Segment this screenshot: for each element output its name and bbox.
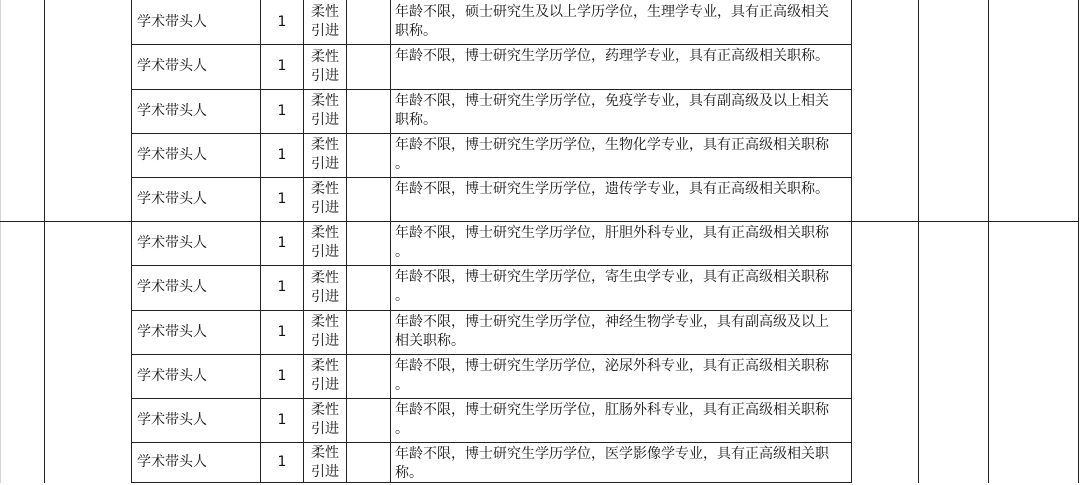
- requirement-cell: [391, 401, 847, 441]
- requirement-line-2: 职称。: [395, 112, 437, 128]
- group-border: [0, 221, 1079, 222]
- row-border: [131, 265, 852, 266]
- recruit-type-line-2: 引进: [311, 200, 339, 216]
- position-cell: 学术带头人: [137, 191, 207, 207]
- row-border: [131, 44, 852, 45]
- recruit-type-line-2: 引进: [311, 289, 339, 305]
- requirement-line-1: 年龄不限，博士研究生学历学位，药理学专业，具有正高级相关职称。: [395, 48, 829, 64]
- count-cell: 1: [277, 368, 287, 384]
- recruit-type-line-1: 柔性: [311, 358, 339, 374]
- recruit-type-line-1: 柔性: [311, 4, 339, 20]
- requirement-line-2: 相关职称。: [395, 333, 465, 349]
- recruit-type-cell: [304, 48, 346, 86]
- requirement-line-1: 年龄不限，硕士研究生及以上学历学位，生理学专业，具有正高级相关: [395, 4, 829, 20]
- count-cell: 1: [277, 14, 287, 30]
- requirement-line-2: 。: [395, 377, 409, 393]
- recruit-type-cell: [304, 444, 346, 482]
- recruit-type-line-2: 引进: [311, 156, 339, 172]
- recruit-type-cell: [304, 313, 346, 351]
- position-cell: 学术带头人: [137, 103, 207, 119]
- requirement-cell: [391, 313, 847, 353]
- row-border: [131, 133, 852, 134]
- recruit-type-cell: [304, 269, 346, 307]
- requirement-line-2: 。: [395, 156, 409, 172]
- position-cell: 学术带头人: [137, 279, 207, 295]
- position-cell: 学术带头人: [137, 147, 207, 163]
- row-border: [131, 177, 852, 178]
- count-cell: 1: [277, 103, 287, 119]
- requirement-cell: [391, 92, 847, 132]
- recruit-type-line-2: 引进: [311, 377, 339, 393]
- requirement-cell: [391, 224, 847, 264]
- recruit-type-line-1: 柔性: [311, 137, 339, 153]
- recruit-type-line-1: 柔性: [311, 49, 339, 65]
- row-border: [131, 89, 852, 90]
- position-cell: 学术带头人: [137, 368, 207, 384]
- gridline-vertical: [0, 0, 1, 483]
- requirement-line-1: 年龄不限，博士研究生学历学位，生物化学专业，具有正高级相关职称: [395, 137, 829, 153]
- requirement-line-1: 年龄不限，博士研究生学历学位，遗传学专业，具有正高级相关职称。: [395, 181, 829, 197]
- position-cell: 学术带头人: [137, 235, 207, 251]
- row-border: [131, 354, 852, 355]
- cell-border-vertical: [1078, 0, 1079, 483]
- requirement-line-2: 。: [395, 421, 409, 437]
- position-cell: 学术带头人: [137, 412, 207, 428]
- recruit-type-line-1: 柔性: [311, 402, 339, 418]
- row-border: [131, 310, 852, 311]
- recruit-type-line-1: 柔性: [311, 270, 339, 286]
- requirement-cell: [391, 136, 847, 176]
- count-cell: 1: [277, 324, 287, 340]
- count-cell: 1: [277, 454, 287, 470]
- requirement-line-2: 职称。: [395, 23, 437, 39]
- cell-border-vertical: [988, 0, 989, 483]
- recruit-type-line-2: 引进: [311, 68, 339, 84]
- cell-border-vertical: [918, 0, 919, 483]
- requirement-cell: [391, 268, 847, 308]
- recruit-type-line-1: 柔性: [311, 93, 339, 109]
- recruit-type-line-1: 柔性: [311, 225, 339, 241]
- recruit-type-cell: [304, 136, 346, 174]
- requirement-cell: [391, 180, 847, 220]
- requirement-cell: [391, 47, 847, 87]
- requirement-line-1: 年龄不限，博士研究生学历学位，泌尿外科专业，具有正高级相关职称: [395, 358, 829, 374]
- recruit-type-line-2: 引进: [311, 112, 339, 128]
- requirement-line-2: 。: [395, 244, 409, 260]
- recruit-type-cell: [304, 3, 346, 41]
- cell-border-vertical: [851, 0, 852, 483]
- recruit-type-cell: [304, 401, 346, 439]
- count-cell: 1: [277, 279, 287, 295]
- count-cell: 1: [277, 58, 287, 74]
- requirement-cell: [391, 357, 847, 397]
- count-cell: 1: [277, 191, 287, 207]
- recruit-type-line-2: 引进: [311, 23, 339, 39]
- count-cell: 1: [277, 147, 287, 163]
- recruit-type-line-2: 引进: [311, 333, 339, 349]
- recruit-type-cell: [304, 357, 346, 395]
- recruit-type-line-2: 引进: [311, 464, 339, 480]
- cell-border-vertical: [346, 0, 347, 483]
- recruit-type-line-1: 柔性: [311, 445, 339, 461]
- recruit-type-line-1: 柔性: [311, 314, 339, 330]
- requirement-line-2: 。: [395, 288, 409, 304]
- requirement-cell: [391, 3, 847, 43]
- requirement-line-1: 年龄不限，博士研究生学历学位，肝胆外科专业，具有正高级相关职称: [395, 225, 829, 241]
- requirement-line-1: 年龄不限，博士研究生学历学位，神经生物学专业，具有副高级及以上: [395, 314, 829, 330]
- recruit-type-cell: [304, 180, 346, 218]
- recruit-type-cell: [304, 224, 346, 262]
- recruit-type-line-2: 引进: [311, 421, 339, 437]
- recruit-type-line-1: 柔性: [311, 181, 339, 197]
- recruit-type-cell: [304, 92, 346, 130]
- position-cell: 学术带头人: [137, 324, 207, 340]
- count-cell: 1: [277, 412, 287, 428]
- recruit-type-line-2: 引进: [311, 244, 339, 260]
- requirement-line-1: 年龄不限，博士研究生学历学位，寄生虫学专业，具有正高级相关职称: [395, 269, 829, 285]
- requirement-line-1: 年龄不限，博士研究生学历学位，肛肠外科专业，具有正高级相关职称: [395, 402, 829, 418]
- row-border: [131, 398, 852, 399]
- position-cell: 学术带头人: [137, 58, 207, 74]
- requirement-line-2: 称。: [395, 465, 423, 481]
- position-cell: 学术带头人: [137, 454, 207, 470]
- row-border: [131, 442, 852, 443]
- requirement-line-1: 年龄不限，博士研究生学历学位，免疫学专业，具有副高级及以上相关: [395, 93, 829, 109]
- count-cell: 1: [277, 235, 287, 251]
- cell-border-vertical: [44, 0, 45, 483]
- requirement-cell: [391, 445, 847, 485]
- requirement-line-1: 年龄不限，博士研究生学历学位，医学影像学专业，具有正高级相关职: [395, 446, 829, 462]
- position-cell: 学术带头人: [137, 14, 207, 30]
